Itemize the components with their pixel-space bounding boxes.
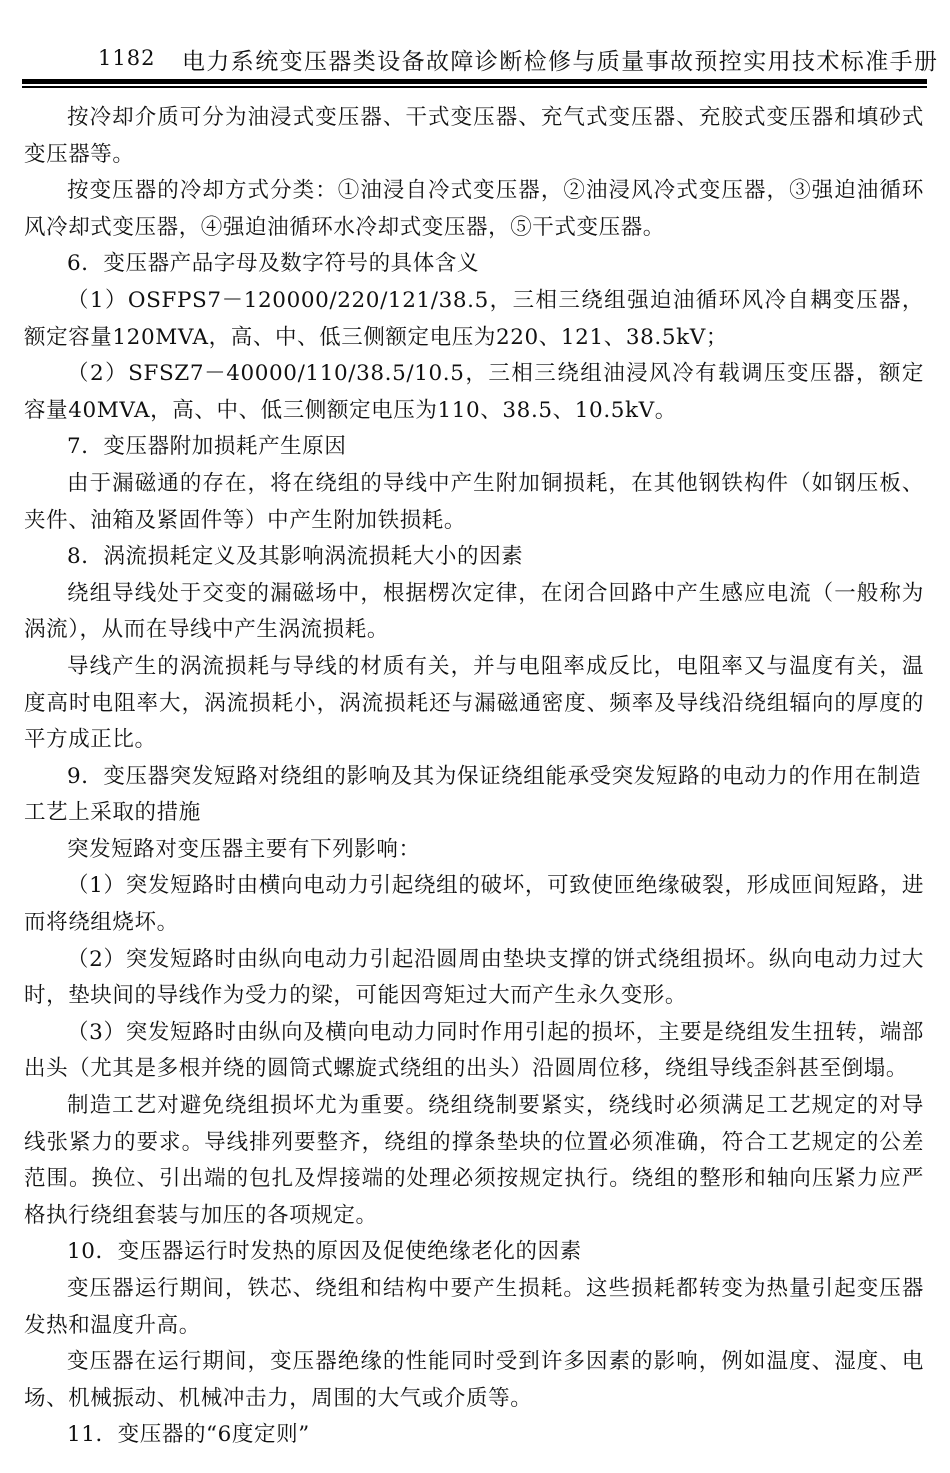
paragraph: （1）突发短路时由横向电动力引起绕组的破坏，可致使匝绝缘破裂，形成匝间短路，进而将绕组烧坏。 xyxy=(24,873,924,936)
paragraph: 由于漏磁通的存在，将在绕组的导线中产生附加铜损耗，在其他钢铁构件（如钢压板、夹件、油箱及紧固件等）中产生附加铁损耗。 xyxy=(24,470,924,533)
paragraph: 变压器在运行期间，变压器绝缘的性能同时受到许多因素的影响，例如温度、湿度、电场、机械振动、机械冲击力，周围的大气或介质等。 xyxy=(24,1349,924,1411)
paragraph: 按变压器的冷却方式分类：①油浸自冷式变压器，②油浸风冷式变压器，③强迫油循环风冷却式变压器，④强迫油循环水冷却式变压器，⑤干式变压器。 xyxy=(24,178,924,240)
section-heading: 7．变压器附加损耗产生原因 xyxy=(67,434,347,460)
section-heading: 10．变压器运行时发热的原因及促使绝缘老化的因素 xyxy=(67,1239,582,1265)
running-title: 电力系统变压器类设备故障诊断检修与质量事故预控实用技术标准手册 xyxy=(182,49,939,75)
paragraph: 变压器运行期间，铁芯、绕组和结构中要产生损耗。这些损耗都转变为热量引起变压器发热和温度升高。 xyxy=(24,1276,924,1338)
header-rule-thin xyxy=(22,86,927,88)
header-rule-thick xyxy=(22,79,927,84)
paragraph: （3）突发短路时由纵向及横向电动力同时作用引起的损坏，主要是绕组发生扭转，端部出头（尤其是多根并绕的圆筒式螺旋式绕组的出头）沿圆周位移，绕组导线歪斜甚至倒塌。 xyxy=(24,1019,924,1082)
section-heading: 11．变压器的“6度定则” xyxy=(67,1422,310,1448)
page-header xyxy=(22,38,939,78)
paragraph: （2）SFSZ7－40000/110/38.5/10.5，三相三绕组油浸风冷有载调压变压器，额定容量40MVA，高、中、低三侧额定电压为110、38.5、10.5kV。 xyxy=(24,361,924,423)
section-heading: 8．涡流损耗定义及其影响涡流损耗大小的因素 xyxy=(67,544,524,570)
paragraph: 制造工艺对避免绕组损坏尤为重要。绕组绕制要紧实，绕线时必须满足工艺规定的对导线张紧力的要求。导线排列要整齐，绕组的撑条垫块的位置必须准确，符合工艺规定的公差范围。换位、引出端的包扎及焊接端的处理必须按规定执行。绕组的整形和轴向压紧力应严格执行绕组套装与加压的各项规定。 xyxy=(24,1093,924,1228)
paragraph: 绕组导线处于交变的漏磁场中，根据楞次定律，在闭合回路中产生感应电流（一般称为涡流），从而在导线中产生涡流损耗。 xyxy=(24,580,924,643)
page-number: 1182 xyxy=(98,46,156,70)
paragraph: 突发短路对变压器主要有下列影响： xyxy=(67,836,421,862)
paragraph: （2）突发短路时由纵向电动力引起沿圆周由垫块支撑的饼式绕组损坏。纵向电动力过大时，垫块间的导线作为受力的梁，可能因弯矩过大而产生永久变形。 xyxy=(24,946,924,1009)
section-heading: 9．变压器突发短路对绕组的影响及其为保证绕组能承受突发短路的电动力的作用在制造工艺上采取的措施 xyxy=(24,763,922,826)
paragraph: 导线产生的涡流损耗与导线的材质有关，并与电阻率成反比，电阻率又与温度有关，温度高时电阻率大，涡流损耗小，涡流损耗还与漏磁通密度、频率及导线沿绕组辐向的厚度的平方成正比。 xyxy=(24,653,924,753)
section-heading: 6．变压器产品字母及数字符号的具体含义 xyxy=(67,251,480,277)
paragraph: 按冷却介质可分为油浸式变压器、干式变压器、充气式变压器、充胶式变压器和填砂式变压器等。 xyxy=(24,105,924,167)
body-text xyxy=(24,100,924,1454)
paragraph: （1）OSFPS7－120000/220/121/38.5，三相三绕组强迫油循环风冷自耦变压器，额定容量120MVA，高、中、低三侧额定电压为220、121、38.5kV； xyxy=(24,287,924,350)
